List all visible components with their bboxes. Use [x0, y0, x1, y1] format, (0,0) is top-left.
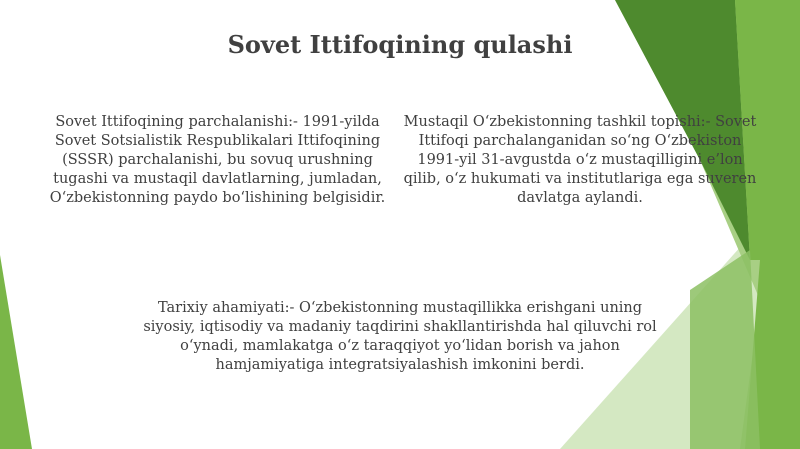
paragraph-dissolution: Sovet Ittifoqining parchalanishi:- 1991-yilda Sovet Sotsialistik Respublikalari Ittifoqining (SSSR) parchalanishi, bu sovuq urushning tugashi va mustaqil davlatlarning, jumladan, O‘zbekistonning paydo bo‘lishining belgisidir.: [49, 114, 386, 206]
slide-title: Sovet Ittifoqining qulashi: [227, 30, 573, 59]
paragraph-independence: Mustaqil O‘zbekistonning tashkil topishi:- Sovet Ittifoqi parchalanganidan so‘ng O‘zbekiston 1991-yil 31-avgustda o‘z mustaqilligini e’lon qilib, o‘z hukumati va institutlariga ega suveren davlatga aylandi.: [403, 114, 757, 206]
right-lower-shape: [690, 250, 760, 449]
left-green-triangle: [0, 255, 32, 449]
paragraph-significance: Tarixiy ahamiyati:- O‘zbekistonning mustaqillikka erishgani uning siyosiy, iqtisodiy va madaniy taqdirini shakllantirishda hal qiluvchi rol o‘ynadi, mamlakatga o‘z taraqqiyot yo‘lidan borish va jahon hamjamiyatiga integratsiyalashish imkonini berdi.: [143, 300, 657, 373]
